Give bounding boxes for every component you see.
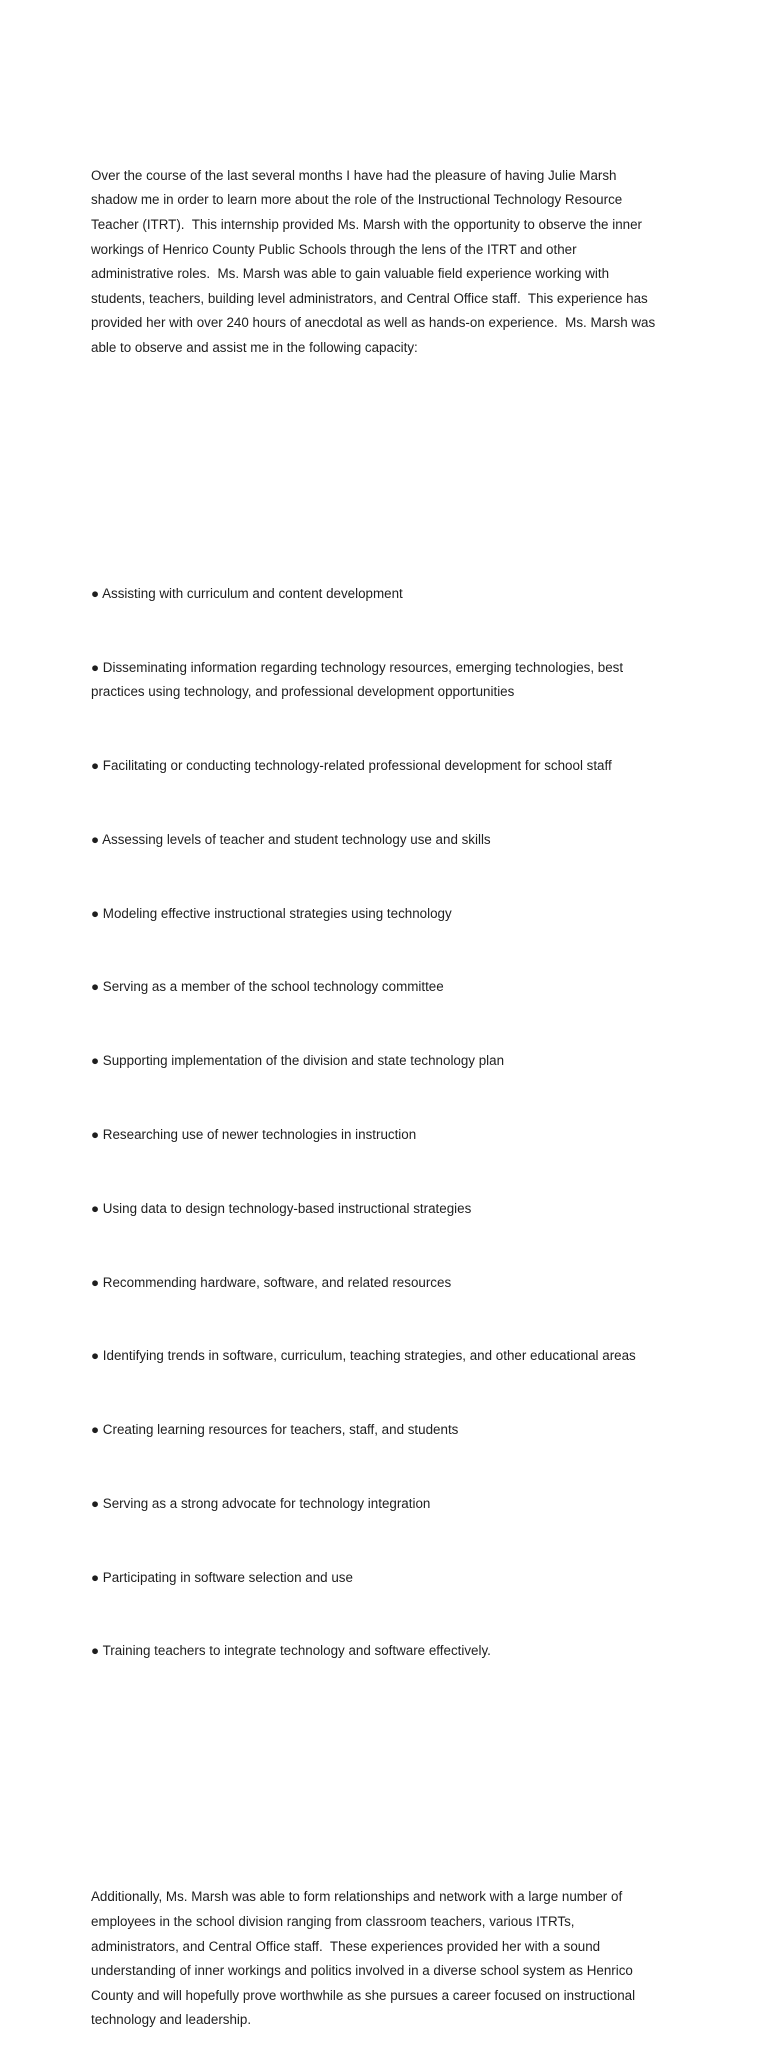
list-item: ● Researching use of newer technologies in instruction — [91, 1126, 417, 1142]
list-item: ● Disseminating information regarding technology resources, emerging technologies, best practices using technology, and professional development opportunities — [91, 659, 624, 700]
list-item: ● Assessing levels of teacher and student technology use and skills — [91, 831, 491, 847]
intro-line: administrative roles. Ms. Marsh was able to gain valuable field experience working with — [91, 266, 610, 282]
list-item: ● Creating learning resources for teachers, staff, and students — [91, 1422, 459, 1438]
closing-line: County and will hopefully prove worthwhile as she pursues a career focused on instructional — [91, 1987, 636, 2003]
paragraph-gap — [91, 434, 691, 459]
closing-line: administrators, and Central Office staff. These experiences provided her with a sound — [91, 1938, 601, 1954]
list-item: ● Recommending hardware, software, and related resources — [91, 1274, 452, 1290]
list-item: ● Modeling effective instructional strategies using technology — [91, 905, 452, 921]
letter-body — [91, 90, 691, 2048]
closing-line: understanding of inner workings and politics involved in a diverse school system as Henrico — [91, 1963, 633, 1979]
list-item: ● Training teachers to integrate technology and software effectively. — [91, 1643, 491, 1659]
list-item: ● Serving as a strong advocate for technology integration — [91, 1495, 431, 1511]
closing-line: technology and leadership. — [91, 2012, 252, 2028]
intro-line: provided her with over 240 hours of anecdotal as well as hands-on experience. Ms. Marsh was — [91, 315, 656, 331]
capacity-bullet-list — [91, 533, 691, 1714]
closing-line: Additionally, Ms. Marsh was able to form relationships and network with a large number of — [91, 1889, 623, 1905]
closing-line: employees in the school division ranging from classroom teachers, various ITRTs, — [91, 1913, 575, 1929]
list-item: ● Identifying trends in software, curriculum, teaching strategies, and other educational areas — [91, 1348, 636, 1364]
closing-paragraph — [91, 1885, 691, 2033]
intro-line: Teacher (ITRT). This internship provided Ms. Marsh with the opportunity to observe the inner — [91, 216, 643, 232]
list-item: ● Supporting implementation of the division and state technology plan — [91, 1053, 505, 1069]
intro-line: shadow me in order to learn more about the role of the Instructional Technology Resource — [91, 192, 623, 208]
paragraph-gap — [91, 1787, 691, 1812]
intro-line: workings of Henrico County Public Schools through the lens of the ITRT and other — [91, 241, 577, 257]
list-item: ● Participating in software selection and use — [91, 1569, 353, 1585]
list-item: ● Assisting with curriculum and content development — [91, 585, 403, 601]
list-item: ● Facilitating or conducting technology-related professional development for school staff — [91, 758, 612, 774]
intro-paragraph — [91, 164, 691, 361]
intro-line: students, teachers, building level administrators, and Central Office staff. This experience has — [91, 290, 648, 306]
intro-line: able to observe and assist me in the following capacity: — [91, 339, 418, 355]
list-item: ● Serving as a member of the school technology committee — [91, 979, 444, 995]
list-item: ● Using data to design technology-based instructional strategies — [91, 1200, 472, 1216]
intro-line: Over the course of the last several months I have had the pleasure of having Julie Marsh — [91, 167, 617, 183]
